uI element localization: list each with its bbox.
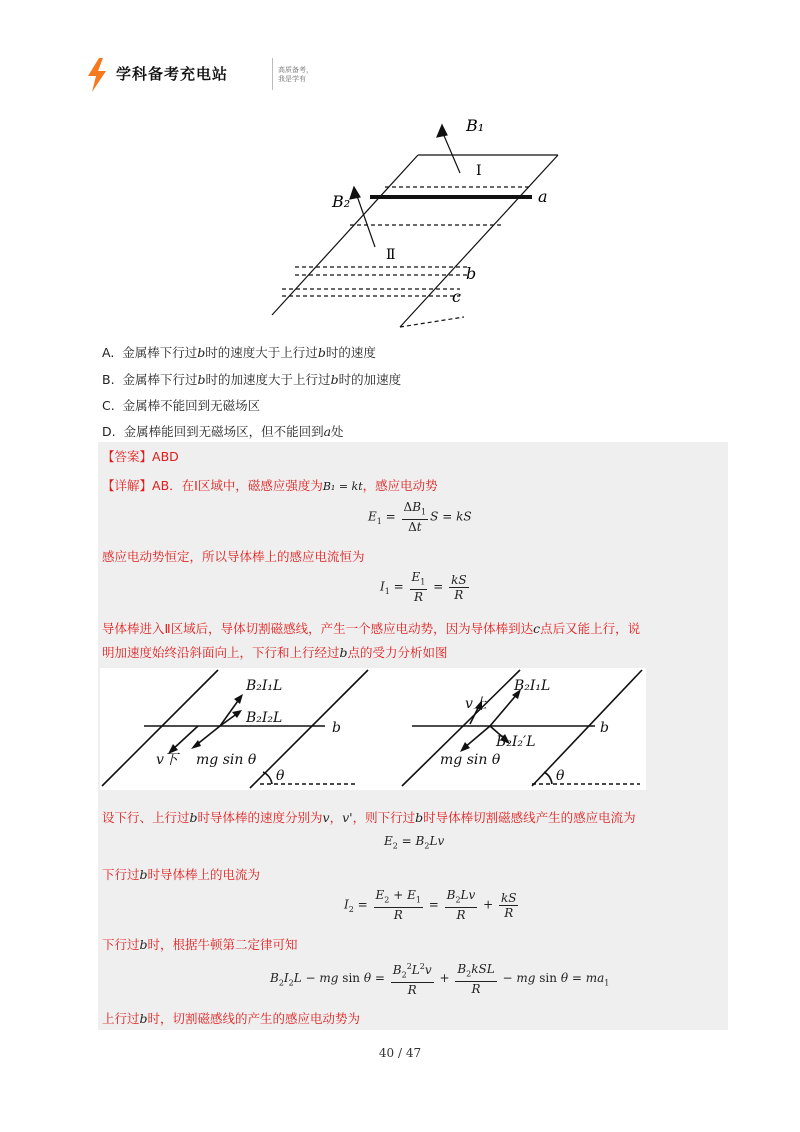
explanation-p7: 下行过b时，根据牛顿第二定律可知 bbox=[102, 937, 298, 952]
label-region-2: Ⅱ bbox=[386, 247, 396, 263]
right-label-b: b bbox=[600, 720, 609, 736]
equation-newton-down: $B_2I_2L$ − mg sin θ = $\frac{B_2^2L^2v}{R}$ + $\frac{B_2kSL}{R}$ − mg $\sin \theta = ma_1$ bbox=[270, 961, 610, 998]
header-divider bbox=[272, 58, 273, 90]
equation-e2: $E_2 = B_2Lv$ bbox=[384, 834, 445, 851]
option-c: C. 金属棒不能回到无磁场区 bbox=[102, 398, 261, 413]
explanation-p6: 下行过b时导体棒上的电流为 bbox=[102, 867, 261, 882]
equation-i2: $I_2$ = $\frac{E_2 + E_1}{R}$ = $\frac{B_2Lv}{R}$ + $\frac{kS}{R}$ bbox=[344, 888, 517, 923]
option-a: A. 金属棒下行过b时的速度大于上行过b时的速度 bbox=[102, 345, 376, 360]
rail-diagram-figure bbox=[270, 105, 570, 335]
explanation-p8: 上行过b时，切割磁感线的产生的感应电动势为 bbox=[102, 1011, 361, 1026]
page-number: 40 / 47 bbox=[378, 1046, 422, 1060]
explanation-intro: 【详解】AB．在Ⅰ区域中，磁感应强度为B₁ = kt，感应电动势 bbox=[102, 478, 438, 493]
left-velocity: v下 bbox=[156, 752, 178, 768]
lightning-logo-icon bbox=[86, 58, 108, 92]
answer-line: 【答案】ABD bbox=[102, 449, 179, 464]
label-region-1: Ⅰ bbox=[476, 163, 482, 179]
label-b: b bbox=[466, 264, 477, 283]
brand-tagline: 高质备考， 我是学有 bbox=[278, 66, 313, 83]
header bbox=[76, 52, 313, 96]
explanation-p3: 导体棒进入Ⅱ区域后，导体切割磁感线，产生一个感应电动势，因为导体棒到达c点后又能上行，说 bbox=[102, 621, 641, 636]
equation-e1: $E_1$ = $\frac{\Delta B_1}{\Delta t}$ S = kS bbox=[368, 500, 472, 535]
option-d: D. 金属棒能回到无磁场区，但不能回到a处 bbox=[102, 424, 344, 439]
left-label-b: b bbox=[332, 720, 341, 736]
equation-i1: $I_1$ = $\frac{E_1}{R}$ = $\frac{kS}{R}$ bbox=[380, 570, 467, 605]
right-theta: θ bbox=[556, 768, 565, 784]
brand-title: 学科备考充电站 bbox=[116, 65, 229, 83]
right-velocity: v上 bbox=[465, 696, 487, 712]
label-c: c bbox=[452, 287, 461, 306]
explanation-p2: 感应电动势恒定，所以导体棒上的感应电流恒为 bbox=[102, 549, 365, 564]
left-gravity-component: mg sin θ bbox=[196, 752, 257, 768]
left-theta: θ bbox=[276, 768, 285, 784]
right-gravity-component: mg sin θ bbox=[440, 752, 501, 768]
label-a: a bbox=[538, 187, 548, 206]
left-force-b2i1l: B₂I₁L bbox=[246, 678, 283, 694]
label-b2: B₂ bbox=[332, 192, 351, 211]
option-b: B. 金属棒下行过b时的加速度大于上行过b时的加速度 bbox=[102, 372, 402, 387]
right-force-b2i1l: B₂I₁L bbox=[514, 678, 551, 694]
label-b1: B₁ bbox=[466, 116, 485, 135]
force-analysis-figure bbox=[100, 668, 646, 790]
explanation-p5: 设下行、上行过b时导体棒的速度分别为v，v'，则下行过b时导体棒切割磁感线产生的感应电流为 bbox=[102, 810, 636, 825]
explanation-p4: 明加速度始终沿斜面向上，下行和上行经过b点的受力分析如图 bbox=[102, 645, 448, 660]
left-force-b2i2l: B₂I₂L bbox=[246, 710, 283, 726]
right-force-b2i2pl: B₂I₂′L bbox=[496, 734, 536, 750]
